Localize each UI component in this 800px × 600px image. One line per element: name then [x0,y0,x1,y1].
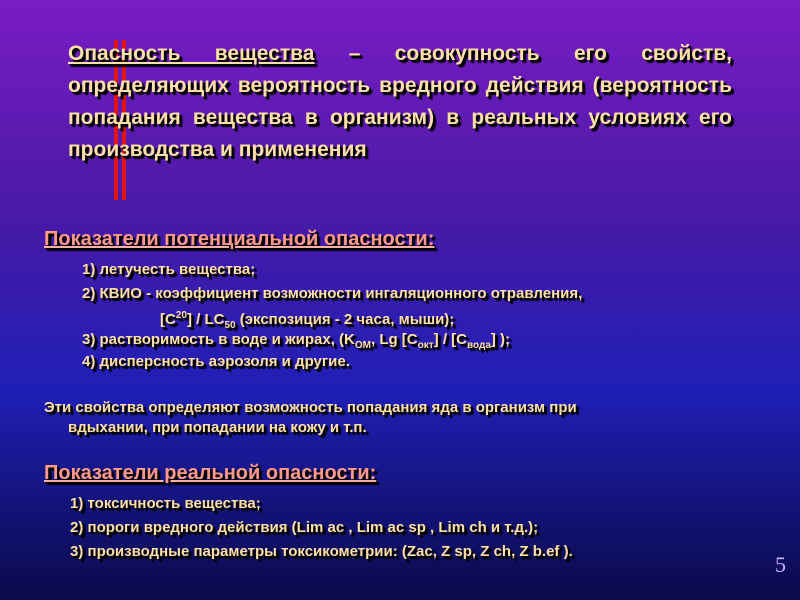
real-item-parameters: 3) производные параметры токсикометрии: (Zac, Z sp, Z ch, Z b.ef ). [70,543,573,560]
potential-item-volatility: 1) летучесть вещества; [82,261,256,278]
real-item-toxicity: 1) токсичность вещества; [70,495,261,512]
potential-item-dispersion: 4) дисперсность аэрозоля и другие. [82,353,350,370]
formula-part: ] / LC [186,311,225,328]
solubility-part: , Lg [C [370,331,418,348]
formula-sup: 20 [175,310,187,321]
properties-note [44,398,764,438]
formula-sub: 50 [224,320,236,331]
solubility-part: ] ); [490,331,511,348]
solubility-sub: окт [417,340,434,351]
potential-item-kvio: 2) КВИО - коэффициент возможности ингаляционного отравления, [82,285,583,302]
note-line-1: Эти свойства определяют возможность попадания яда в организм при [44,399,577,416]
real-item-thresholds: 2) пороги вредного действия (Lim ac , Lim ac sp , Lim ch и т.д.); [70,519,539,536]
real-danger-heading: Показатели реальной опасности: [44,462,377,484]
formula-part: [C [160,311,176,328]
definition-text: – совокупность его свойств, определяющих вероятность вредного действия (вероятность попадания вещества в организм) в реальных условиях его производства и применения [68,42,732,161]
potential-danger-heading: Показатели потенциальной опасности: [44,228,435,250]
solubility-part: ] / [C [433,331,467,348]
formula-part: (экспозиция - 2 часа, мыши); [235,311,455,328]
solubility-sub: ОМ [354,340,371,351]
solubility-sub: вода [466,340,491,351]
solubility-part: 3) растворимость в воде и жирах, (K [82,331,355,348]
definition-paragraph [68,38,732,166]
definition-term: Опасность вещества [68,42,315,65]
note-line-2: вдыхании, при попадании на кожу и т.п. [68,419,367,436]
page-number: 5 [775,552,786,577]
